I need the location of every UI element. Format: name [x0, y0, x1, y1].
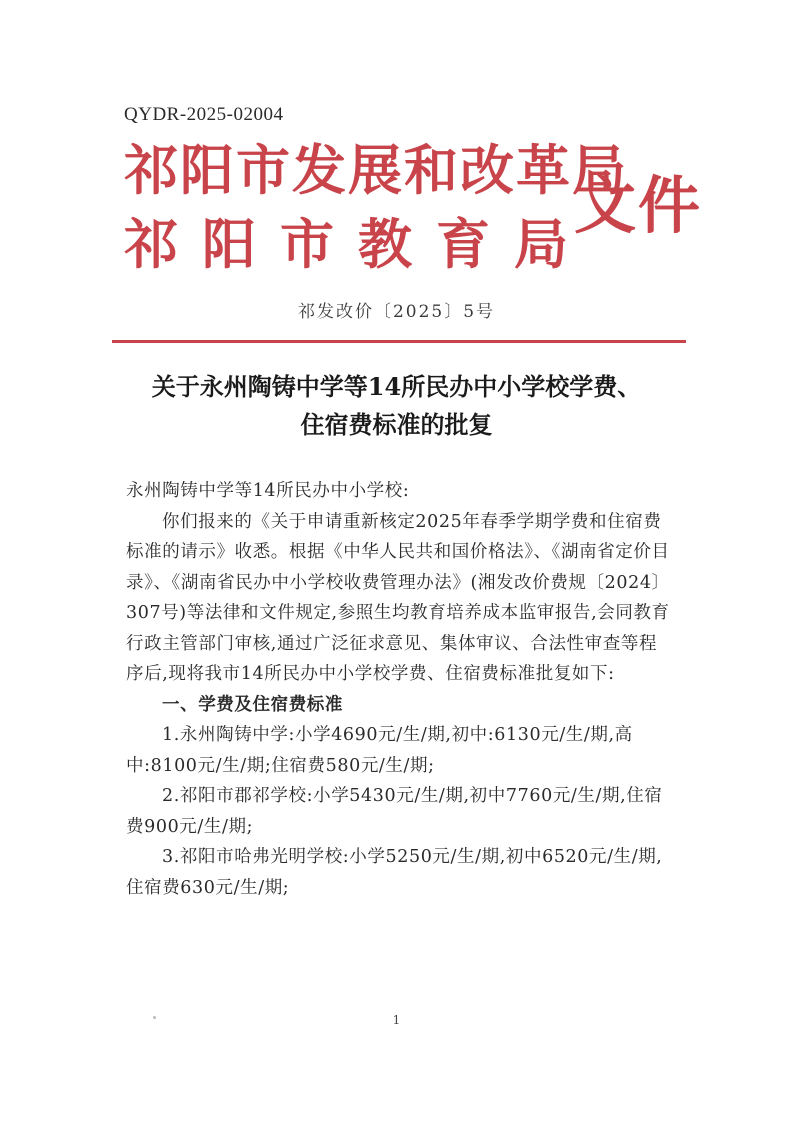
page-number: 1: [392, 1013, 401, 1027]
list-item: 1.永州陶铸中学:小学4690元/生/期,初中:6130元/生/期,高中:8100元/生/期;住宿费580元/生/期;: [126, 725, 633, 776]
document-body: [126, 476, 674, 903]
body-paragraph: 你们报来的《关于申请重新核定2025年春季学期学费和住宿费标准的请示》收悉。根据《中华人民共和国价格法》、《湖南省定价目录》、《湖南省民办中小学校收费管理办法》(湘发改价费规〔2024〕307号)等法律和文件规定,参照生均教育培养成本监审报告,会同教育行政主管部门审核,通过广泛征求意见、集体审议、合法性审查等程序后,现将我市14所民办中小学校学费、住宿费标准批复如下:: [126, 511, 670, 684]
document-type-label: 文件: [574, 169, 703, 242]
title-line-1: 关于永州陶铸中学等14所民办中小学校学费、: [151, 372, 642, 401]
list-item: 3.祁阳市哈弗光明学校:小学5250元/生/期,初中6520元/生/期,住宿费630元/生/期;: [126, 847, 663, 898]
document-number: 祁发改价〔2025〕5号: [297, 302, 496, 322]
issuing-org-line-1: 祁阳市发展和改革局: [124, 138, 628, 202]
red-divider: [112, 340, 686, 343]
issuing-org-line-2: 祁阳市教育局: [124, 212, 592, 276]
list-item: 2.祁阳市郡祁学校:小学5430元/生/期,初中7760元/生/期,住宿费900元/生/期;: [126, 786, 663, 837]
section-heading: 一、学费及住宿费标准: [162, 694, 343, 715]
salutation: 永州陶铸中学等14所民办中小学校:: [126, 481, 410, 501]
title-line-2: 住宿费标准的批复: [300, 410, 493, 439]
document-code: QYDR-2025-02004: [124, 104, 284, 125]
document-title: [110, 368, 683, 444]
